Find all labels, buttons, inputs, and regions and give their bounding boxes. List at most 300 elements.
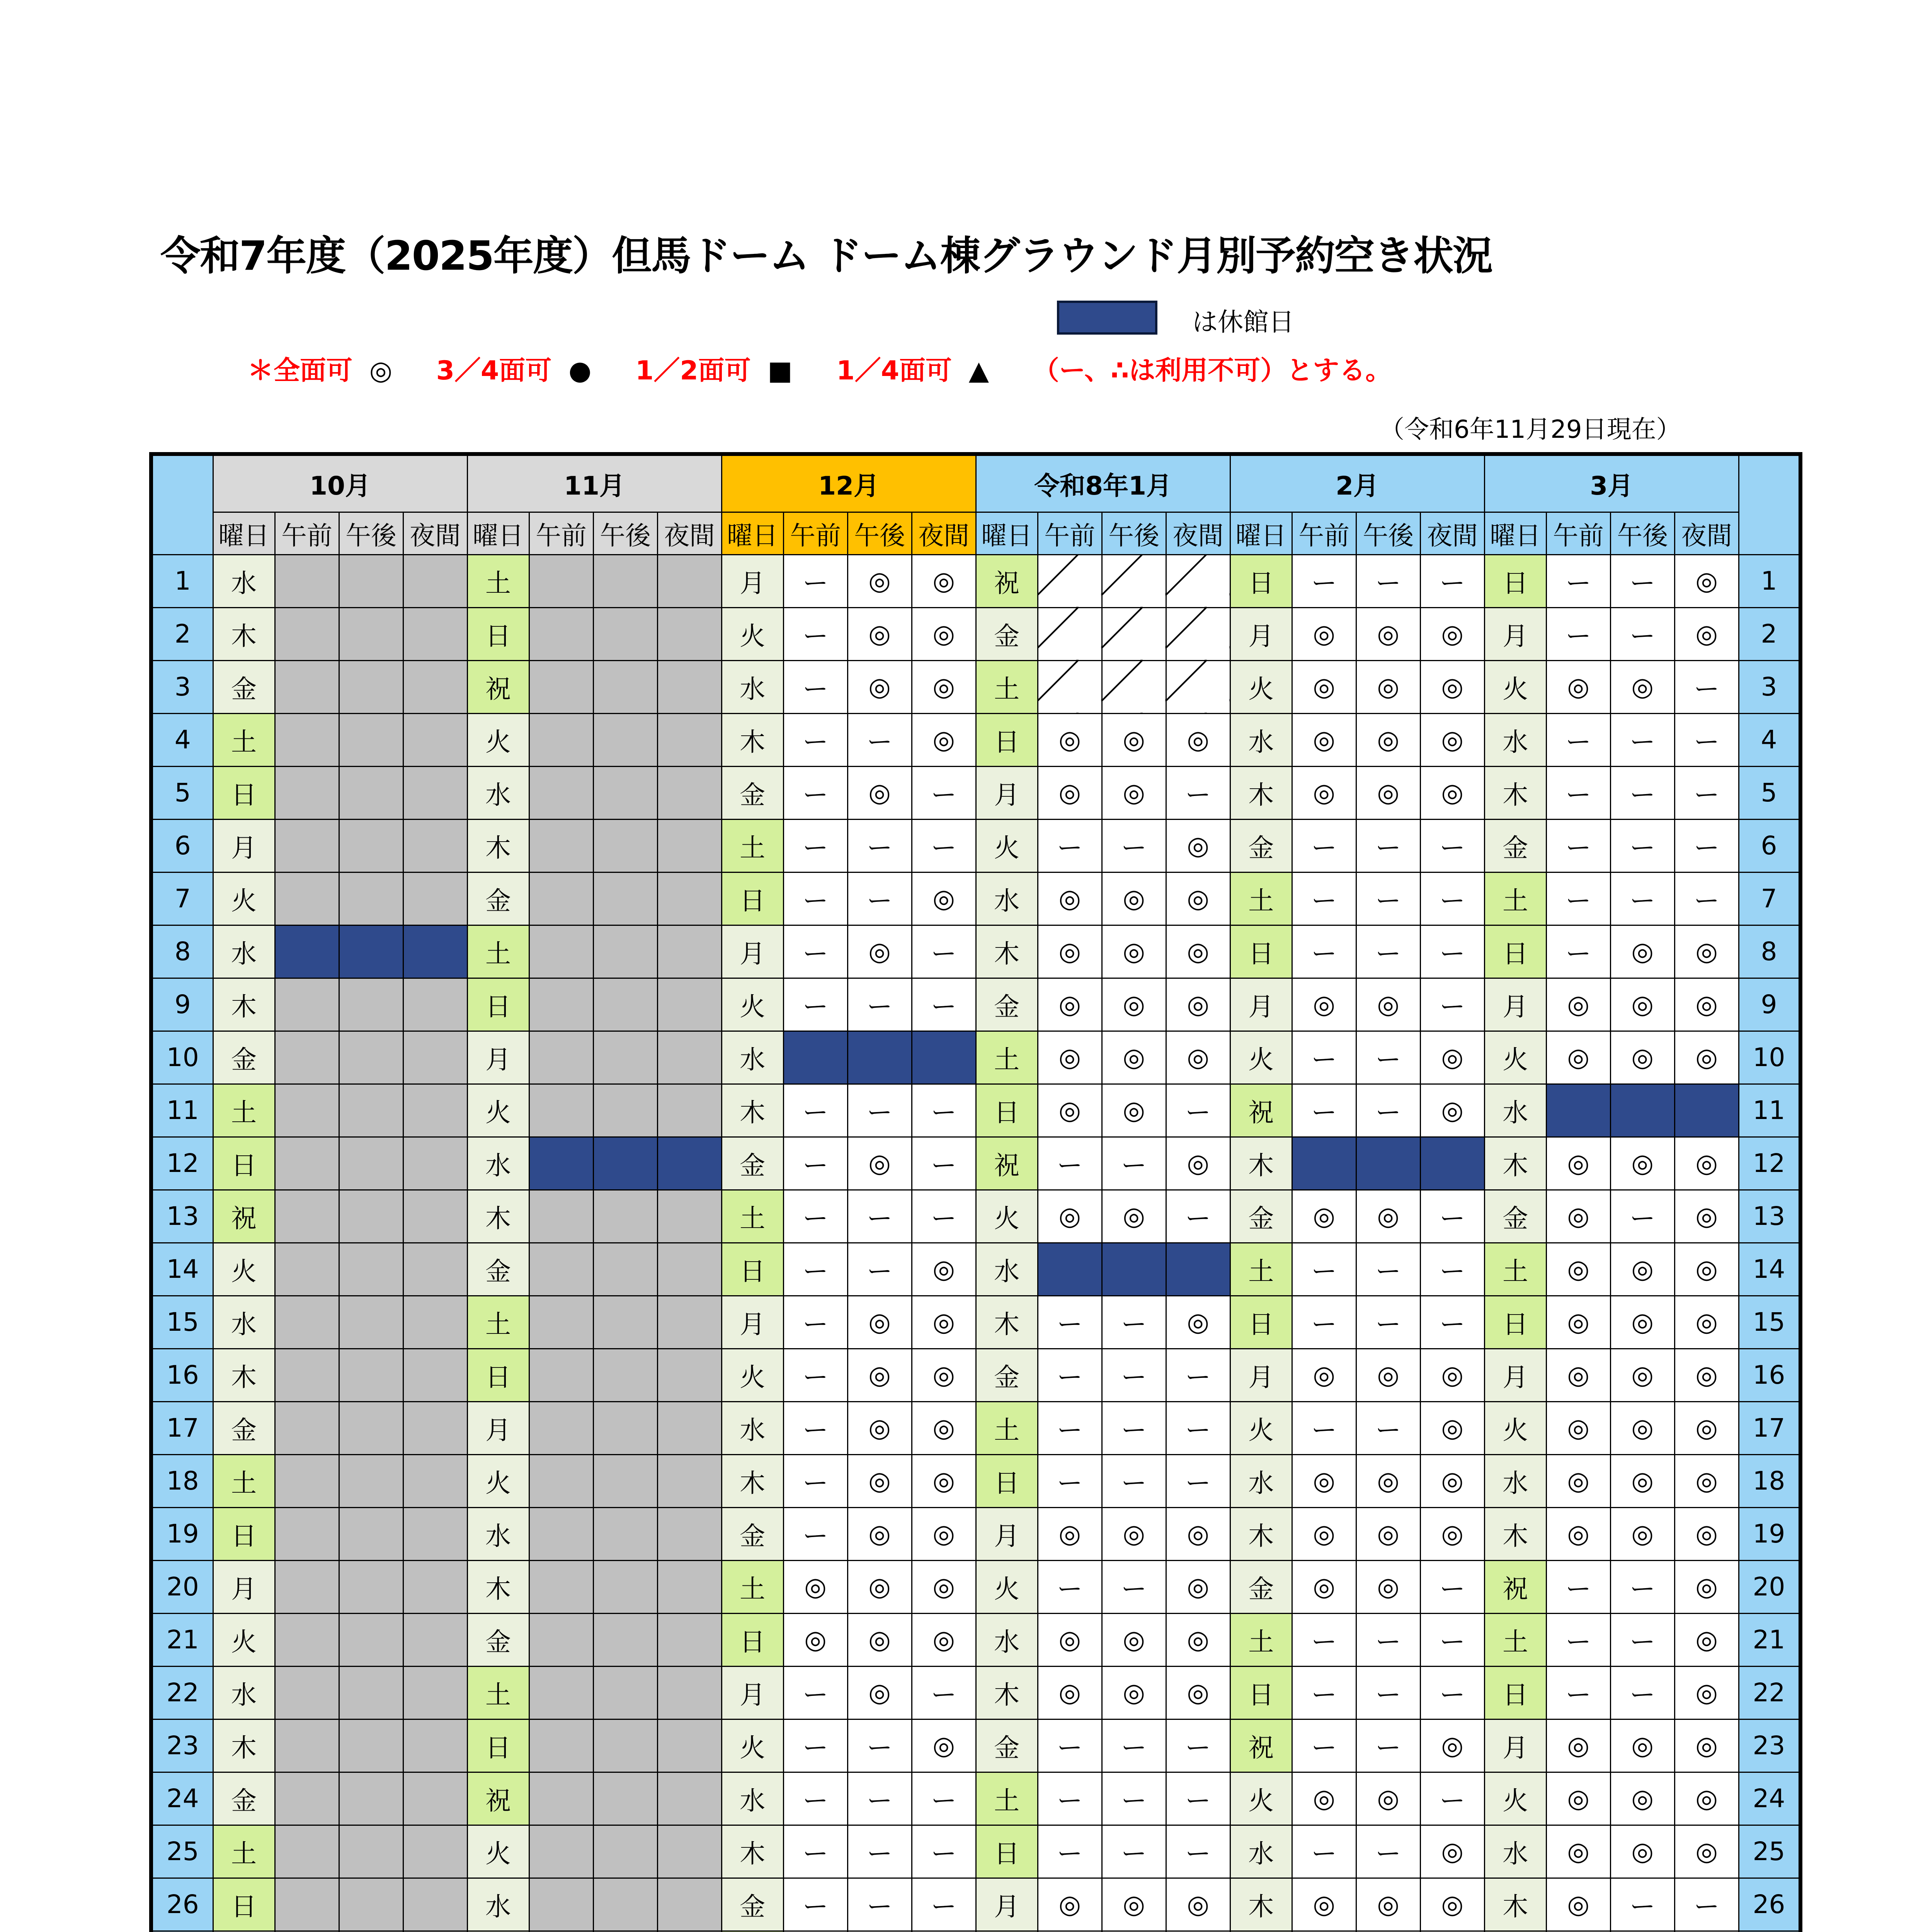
- weekday-cell: 火: [1484, 1031, 1546, 1084]
- slot-morning-past: [529, 1031, 593, 1084]
- slot-afternoon-past: [339, 1190, 403, 1243]
- slot-night[interactable]: ◎: [912, 1507, 976, 1560]
- slot-afternoon[interactable]: ◎: [1356, 766, 1420, 819]
- slot-afternoon[interactable]: ◎: [1102, 766, 1166, 819]
- slot-morning[interactable]: ◎: [1546, 1878, 1610, 1931]
- slot-night-past: [657, 819, 721, 872]
- slot-morning-past: [529, 1190, 593, 1243]
- slot-afternoon[interactable]: ◎: [1102, 713, 1166, 766]
- weekday-cell: 土: [1484, 1613, 1546, 1666]
- slot-night[interactable]: ◎: [912, 1454, 976, 1507]
- slot-night[interactable]: ◎: [1420, 1507, 1484, 1560]
- slot-night[interactable]: ◎: [912, 1243, 976, 1296]
- slot-afternoon[interactable]: ◎: [1356, 713, 1420, 766]
- weekday-cell: 水: [1230, 1825, 1292, 1878]
- slot-afternoon[interactable]: ◎: [1102, 1878, 1166, 1931]
- weekday-cell: 火: [213, 1613, 275, 1666]
- weekday-cell: 月: [721, 554, 783, 607]
- day-number-left: 17: [151, 1401, 213, 1454]
- weekday-cell: 月: [1230, 1349, 1292, 1401]
- weekday-cell: 水: [467, 766, 529, 819]
- slot-morning: ー: [1546, 925, 1610, 978]
- slot-afternoon[interactable]: ◎: [847, 1454, 912, 1507]
- slot-header: 曜日: [1230, 512, 1292, 554]
- slot-afternoon-past: [339, 872, 403, 925]
- day-number-left: 21: [151, 1613, 213, 1666]
- slot-afternoon-past: [339, 554, 403, 607]
- slot-afternoon[interactable]: ◎: [1102, 1507, 1166, 1560]
- slot-afternoon[interactable]: ◎: [1610, 1401, 1674, 1454]
- slot-morning[interactable]: ◎: [1038, 872, 1102, 925]
- slot-afternoon-past: [593, 1507, 657, 1560]
- day-number-right: 1: [1739, 554, 1800, 607]
- slot-afternoon: ー: [847, 1772, 912, 1825]
- slot-night-past: [403, 1401, 467, 1454]
- slot-afternoon[interactable]: ◎: [1610, 978, 1674, 1031]
- slot-afternoon-past: [339, 713, 403, 766]
- weekday-cell: 月: [467, 1401, 529, 1454]
- slot-afternoon: ー: [1102, 819, 1166, 872]
- slot-morning[interactable]: ◎: [1038, 713, 1102, 766]
- slot-morning: ー: [783, 1719, 847, 1772]
- slot-afternoon[interactable]: ◎: [1356, 1190, 1420, 1243]
- slot-night[interactable]: ◎: [912, 1719, 976, 1772]
- slot-morning: ー: [1292, 1825, 1356, 1878]
- weekday-cell: 月: [976, 766, 1038, 819]
- slot-night-closed: [1166, 1243, 1230, 1296]
- slot-afternoon[interactable]: ◎: [1102, 1084, 1166, 1137]
- slot-night[interactable]: ◎: [1166, 819, 1230, 872]
- weekday-cell: 火: [721, 978, 783, 1031]
- slot-afternoon: ー: [847, 872, 912, 925]
- slot-afternoon[interactable]: ◎: [847, 1507, 912, 1560]
- day-number-right: 2: [1739, 607, 1800, 660]
- slot-morning[interactable]: ◎: [1546, 1190, 1610, 1243]
- slot-morning[interactable]: ◎: [1546, 1454, 1610, 1507]
- slot-night[interactable]: ◎: [1674, 1190, 1739, 1243]
- slot-morning[interactable]: ◎: [1038, 978, 1102, 1031]
- slot-night[interactable]: ◎: [1674, 1719, 1739, 1772]
- slot-afternoon: ー: [847, 978, 912, 1031]
- slot-morning[interactable]: ◎: [1038, 766, 1102, 819]
- slot-afternoon: ー: [1102, 1772, 1166, 1825]
- weekday-cell: 日: [1484, 554, 1546, 607]
- slot-afternoon[interactable]: ◎: [1102, 1666, 1166, 1719]
- day-number-left: 20: [151, 1560, 213, 1613]
- slot-morning[interactable]: ◎: [1292, 1560, 1356, 1613]
- slot-afternoon[interactable]: ◎: [1610, 1719, 1674, 1772]
- slot-afternoon[interactable]: ◎: [1102, 978, 1166, 1031]
- slot-afternoon[interactable]: ◎: [847, 766, 912, 819]
- slot-night[interactable]: ◎: [912, 1560, 976, 1613]
- slot-night[interactable]: ◎: [1166, 1878, 1230, 1931]
- slot-morning[interactable]: ◎: [1292, 1349, 1356, 1401]
- slot-morning[interactable]: ◎: [1546, 1507, 1610, 1560]
- weekday-cell: 火: [467, 713, 529, 766]
- day-number-left: 26: [151, 1878, 213, 1931]
- day-number-right: 9: [1739, 978, 1800, 1031]
- slot-morning[interactable]: ◎: [1292, 660, 1356, 713]
- slot-night[interactable]: ◎: [912, 1296, 976, 1349]
- slot-morning-past: [275, 766, 339, 819]
- slot-afternoon-past: [593, 819, 657, 872]
- slot-morning[interactable]: ◎: [1546, 1137, 1610, 1190]
- weekday-cell: 月: [721, 1296, 783, 1349]
- slot-night[interactable]: ◎: [1674, 554, 1739, 607]
- slot-night: ー: [1166, 1825, 1230, 1878]
- slot-morning-past: [529, 766, 593, 819]
- day-number-right: 19: [1739, 1507, 1800, 1560]
- slot-afternoon-closed: [339, 925, 403, 978]
- slot-night[interactable]: ◎: [1674, 1825, 1739, 1878]
- slot-morning[interactable]: ◎: [1038, 1031, 1102, 1084]
- slot-night[interactable]: ◎: [1674, 1243, 1739, 1296]
- slot-night[interactable]: ◎: [1674, 1296, 1739, 1349]
- slot-morning[interactable]: ◎: [1292, 1190, 1356, 1243]
- slot-morning[interactable]: ◎: [1546, 1772, 1610, 1825]
- slot-afternoon[interactable]: ◎: [1610, 1243, 1674, 1296]
- slot-afternoon[interactable]: ◎: [1610, 925, 1674, 978]
- slot-afternoon: ー: [1102, 1825, 1166, 1878]
- slot-header: 午後: [593, 512, 657, 554]
- slot-afternoon[interactable]: ◎: [1610, 1507, 1674, 1560]
- slot-afternoon[interactable]: ◎: [847, 1137, 912, 1190]
- slot-night[interactable]: ◎: [912, 554, 976, 607]
- slot-afternoon-past: [339, 1666, 403, 1719]
- slot-header: 夜間: [403, 512, 467, 554]
- slot-afternoon: ー: [847, 1825, 912, 1878]
- slot-night[interactable]: ◎: [1674, 1137, 1739, 1190]
- slot-night-past: [403, 1878, 467, 1931]
- slot-night[interactable]: ◎: [912, 713, 976, 766]
- slot-afternoon-past: [593, 1878, 657, 1931]
- slot-afternoon[interactable]: ◎: [1610, 1825, 1674, 1878]
- slot-morning[interactable]: ◎: [1292, 766, 1356, 819]
- slot-night[interactable]: ◎: [1420, 1825, 1484, 1878]
- slot-night[interactable]: ◎: [1420, 1349, 1484, 1401]
- slot-night[interactable]: ◎: [1166, 925, 1230, 978]
- weekday-cell: 祝: [976, 554, 1038, 607]
- month-header: 2月: [1230, 454, 1484, 512]
- month-header: 10月: [213, 454, 467, 512]
- slot-night[interactable]: ◎: [1420, 1401, 1484, 1454]
- slot-morning[interactable]: ◎: [1292, 1772, 1356, 1825]
- slot-afternoon[interactable]: ◎: [1610, 1772, 1674, 1825]
- slot-night[interactable]: ◎: [1166, 713, 1230, 766]
- slot-night[interactable]: ◎: [1674, 1507, 1739, 1560]
- slot-afternoon[interactable]: ◎: [1102, 925, 1166, 978]
- slot-morning[interactable]: ◎: [1546, 1719, 1610, 1772]
- slot-afternoon[interactable]: ◎: [847, 1560, 912, 1613]
- slot-morning[interactable]: ◎: [1292, 1507, 1356, 1560]
- slot-morning[interactable]: ◎: [1038, 1613, 1102, 1666]
- slot-morning[interactable]: ◎: [1546, 978, 1610, 1031]
- slot-afternoon[interactable]: ◎: [847, 1401, 912, 1454]
- slot-night[interactable]: ◎: [912, 607, 976, 660]
- slot-afternoon[interactable]: ◎: [1356, 1878, 1420, 1931]
- slot-night[interactable]: ◎: [1674, 1401, 1739, 1454]
- slot-afternoon-past: [593, 713, 657, 766]
- slot-night: ー: [1166, 1454, 1230, 1507]
- slot-morning-past: [275, 607, 339, 660]
- slot-afternoon[interactable]: ◎: [1102, 872, 1166, 925]
- slot-night[interactable]: ◎: [912, 1613, 976, 1666]
- slot-night[interactable]: ◎: [1420, 607, 1484, 660]
- slot-afternoon-past: [593, 1190, 657, 1243]
- slot-afternoon: ー: [1356, 554, 1420, 607]
- slot-night[interactable]: ◎: [1674, 607, 1739, 660]
- slot-morning[interactable]: ◎: [1038, 1507, 1102, 1560]
- day-row: [151, 1190, 1800, 1243]
- weekday-cell: 土: [721, 819, 783, 872]
- corner-cell-left: [151, 454, 213, 554]
- slot-afternoon[interactable]: ◎: [1356, 1454, 1420, 1507]
- slot-night-past: [403, 1349, 467, 1401]
- slot-night[interactable]: ◎: [1420, 766, 1484, 819]
- slot-morning[interactable]: ◎: [1038, 1666, 1102, 1719]
- slot-afternoon[interactable]: ◎: [847, 554, 912, 607]
- weekday-cell: 日: [721, 872, 783, 925]
- slot-night[interactable]: ◎: [1166, 1666, 1230, 1719]
- weekday-cell: 日: [1484, 925, 1546, 978]
- slot-morning[interactable]: ◎: [1292, 607, 1356, 660]
- slot-afternoon[interactable]: ◎: [847, 1613, 912, 1666]
- slot-morning-past: [275, 1031, 339, 1084]
- weekday-cell: 水: [721, 660, 783, 713]
- weekday-cell: 火: [1484, 1401, 1546, 1454]
- slot-night-past: [657, 1772, 721, 1825]
- slot-morning[interactable]: ◎: [1546, 1349, 1610, 1401]
- slot-morning[interactable]: ◎: [1546, 1296, 1610, 1349]
- slot-afternoon[interactable]: ◎: [1356, 1772, 1420, 1825]
- slot-night: ー: [1166, 1084, 1230, 1137]
- weekday-cell: 日: [213, 766, 275, 819]
- slot-night[interactable]: ◎: [1420, 1031, 1484, 1084]
- weekday-cell: 月: [1484, 978, 1546, 1031]
- slot-morning-past: [529, 554, 593, 607]
- slot-night: ー: [1420, 554, 1484, 607]
- weekday-cell: 金: [213, 1401, 275, 1454]
- slot-afternoon[interactable]: ◎: [847, 1349, 912, 1401]
- slot-night[interactable]: ◎: [1420, 1878, 1484, 1931]
- slot-afternoon: ー: [1356, 819, 1420, 872]
- slot-morning-past: [529, 925, 593, 978]
- weekday-cell: 金: [1230, 1560, 1292, 1613]
- slot-morning[interactable]: ◎: [783, 1613, 847, 1666]
- weekday-cell: 土: [1230, 872, 1292, 925]
- slot-night[interactable]: ◎: [1420, 1084, 1484, 1137]
- slot-night[interactable]: ◎: [912, 1349, 976, 1401]
- as-of-date: （令和6年11月29日現在）: [1380, 415, 1681, 444]
- slot-night: ー: [1674, 713, 1739, 766]
- slot-night[interactable]: ◎: [912, 872, 976, 925]
- slot-morning-past: [529, 1878, 593, 1931]
- slot-morning[interactable]: ◎: [1038, 925, 1102, 978]
- slot-afternoon-past: [593, 607, 657, 660]
- slot-night[interactable]: ◎: [1166, 1560, 1230, 1613]
- day-row: [151, 1878, 1800, 1931]
- slot-header: 午前: [783, 512, 847, 554]
- slot-night-past: [403, 766, 467, 819]
- slot-afternoon[interactable]: ◎: [1356, 1349, 1420, 1401]
- slot-afternoon[interactable]: ◎: [1610, 1454, 1674, 1507]
- weekday-cell: 木: [213, 1349, 275, 1401]
- slot-night[interactable]: ◎: [1674, 1772, 1739, 1825]
- slot-morning[interactable]: ◎: [1292, 713, 1356, 766]
- slot-afternoon[interactable]: ◎: [1356, 978, 1420, 1031]
- slot-night: ー: [1166, 1190, 1230, 1243]
- slot-afternoon[interactable]: ◎: [1102, 1190, 1166, 1243]
- slot-afternoon: ー: [1610, 1190, 1674, 1243]
- slot-morning-past: [275, 1190, 339, 1243]
- slot-morning-past: [529, 1243, 593, 1296]
- weekday-cell: 金: [467, 872, 529, 925]
- slot-morning-past: [275, 1349, 339, 1401]
- slot-morning[interactable]: ◎: [1292, 978, 1356, 1031]
- day-number-left: 23: [151, 1719, 213, 1772]
- slot-header: 午後: [1356, 512, 1420, 554]
- slot-afternoon[interactable]: ◎: [1356, 1507, 1420, 1560]
- slot-afternoon-closed: [1610, 1084, 1674, 1137]
- slot-afternoon-past: [593, 1772, 657, 1825]
- slot-night[interactable]: ◎: [912, 660, 976, 713]
- slot-afternoon[interactable]: ◎: [847, 607, 912, 660]
- day-number-left: 16: [151, 1349, 213, 1401]
- slot-night-past: [657, 660, 721, 713]
- weekday-cell: 水: [467, 1878, 529, 1931]
- slot-afternoon[interactable]: ◎: [1356, 607, 1420, 660]
- slot-morning[interactable]: ◎: [1546, 1243, 1610, 1296]
- slot-afternoon: ー: [1610, 554, 1674, 607]
- slot-night-past: [403, 554, 467, 607]
- slot-night[interactable]: ◎: [1674, 1031, 1739, 1084]
- slot-night[interactable]: ◎: [1674, 1666, 1739, 1719]
- slot-night[interactable]: ◎: [1166, 1137, 1230, 1190]
- weekday-cell: 金: [1484, 819, 1546, 872]
- slot-night[interactable]: ◎: [1420, 1719, 1484, 1772]
- slot-afternoon[interactable]: ◎: [1102, 1613, 1166, 1666]
- slot-night[interactable]: ◎: [1166, 978, 1230, 1031]
- slot-morning: ー: [783, 978, 847, 1031]
- slot-afternoon[interactable]: ◎: [1610, 1296, 1674, 1349]
- day-number-left: 24: [151, 1772, 213, 1825]
- slot-morning[interactable]: ◎: [1038, 1084, 1102, 1137]
- legend-unavailable-note: （ー、∴は利用不可）とする。: [1033, 355, 1392, 386]
- slot-morning[interactable]: ◎: [1038, 1190, 1102, 1243]
- slot-night: ー: [1420, 925, 1484, 978]
- slot-afternoon[interactable]: ◎: [847, 1666, 912, 1719]
- slot-night[interactable]: ◎: [1420, 1454, 1484, 1507]
- weekday-cell: 土: [467, 554, 529, 607]
- slot-afternoon[interactable]: ◎: [1610, 660, 1674, 713]
- weekday-cell: 土: [213, 1084, 275, 1137]
- slot-morning-closed: [1546, 1084, 1610, 1137]
- slot-afternoon-past: [339, 1772, 403, 1825]
- slot-afternoon[interactable]: ◎: [1610, 1137, 1674, 1190]
- slot-afternoon: ー: [1610, 1613, 1674, 1666]
- slot-night[interactable]: ◎: [1166, 1296, 1230, 1349]
- slot-morning[interactable]: ◎: [783, 1560, 847, 1613]
- weekday-cell: 水: [213, 1666, 275, 1719]
- slot-afternoon-past: [593, 1560, 657, 1613]
- slot-afternoon: ー: [1356, 1825, 1420, 1878]
- slot-night[interactable]: ◎: [912, 1401, 976, 1454]
- slot-morning[interactable]: ◎: [1038, 1878, 1102, 1931]
- slot-night[interactable]: ◎: [1166, 1031, 1230, 1084]
- weekday-cell: 金: [721, 1137, 783, 1190]
- slot-night[interactable]: ◎: [1420, 713, 1484, 766]
- slot-morning: ー: [1546, 607, 1610, 660]
- weekday-cell: 火: [1230, 1772, 1292, 1825]
- weekday-cell: 木: [1230, 766, 1292, 819]
- slot-night-past: [657, 713, 721, 766]
- slot-morning-closed: [275, 925, 339, 978]
- slot-afternoon[interactable]: ◎: [1356, 1560, 1420, 1613]
- slot-afternoon-past: [593, 1825, 657, 1878]
- day-row: [151, 713, 1800, 766]
- slot-night[interactable]: ◎: [1674, 925, 1739, 978]
- slot-night[interactable]: ◎: [1674, 978, 1739, 1031]
- slot-morning[interactable]: ◎: [1292, 1454, 1356, 1507]
- slot-morning-past: [275, 1613, 339, 1666]
- slot-night[interactable]: ◎: [1166, 1613, 1230, 1666]
- slot-night[interactable]: ◎: [1674, 1454, 1739, 1507]
- slot-night[interactable]: ◎: [1674, 1560, 1739, 1613]
- weekday-cell: 日: [721, 1613, 783, 1666]
- slot-afternoon-past: [593, 1296, 657, 1349]
- slot-night-past: [403, 1825, 467, 1878]
- slot-afternoon[interactable]: ◎: [847, 660, 912, 713]
- slot-night-past: [403, 872, 467, 925]
- slot-afternoon[interactable]: ◎: [847, 925, 912, 978]
- day-row: [151, 1243, 1800, 1296]
- weekday-cell: 土: [721, 1190, 783, 1243]
- slot-morning-hatched: [1038, 607, 1102, 660]
- weekday-cell: 火: [976, 819, 1038, 872]
- slot-morning[interactable]: ◎: [1546, 660, 1610, 713]
- slot-afternoon[interactable]: ◎: [1356, 660, 1420, 713]
- slot-header: 夜間: [1674, 512, 1739, 554]
- slot-morning[interactable]: ◎: [1546, 1825, 1610, 1878]
- weekday-cell: 土: [976, 660, 1038, 713]
- slot-morning-past: [275, 1401, 339, 1454]
- slot-afternoon: ー: [1610, 1878, 1674, 1931]
- slot-afternoon[interactable]: ◎: [847, 1296, 912, 1349]
- slot-night[interactable]: ◎: [1166, 1507, 1230, 1560]
- slot-afternoon[interactable]: ◎: [1610, 1349, 1674, 1401]
- weekday-cell: 火: [1230, 660, 1292, 713]
- day-row: [151, 1031, 1800, 1084]
- slot-night-closed: [1674, 1084, 1739, 1137]
- weekday-cell: 月: [1484, 1349, 1546, 1401]
- closed-day-legend: は休館日: [1192, 307, 1294, 337]
- slot-night[interactable]: ◎: [1674, 1613, 1739, 1666]
- slot-night[interactable]: ◎: [1674, 1349, 1739, 1401]
- slot-morning[interactable]: ◎: [1546, 1031, 1610, 1084]
- weekday-cell: 水: [213, 1296, 275, 1349]
- slot-afternoon[interactable]: ◎: [1102, 1031, 1166, 1084]
- slot-night-hatched: [1166, 554, 1230, 607]
- weekday-cell: 日: [213, 1507, 275, 1560]
- slot-morning[interactable]: ◎: [1546, 1401, 1610, 1454]
- slot-afternoon[interactable]: ◎: [1610, 1031, 1674, 1084]
- slot-morning: ー: [1546, 766, 1610, 819]
- slot-night[interactable]: ◎: [1166, 872, 1230, 925]
- slot-night[interactable]: ◎: [1420, 660, 1484, 713]
- slot-morning-past: [529, 1084, 593, 1137]
- slot-morning[interactable]: ◎: [1292, 1878, 1356, 1931]
- slot-morning-past: [275, 713, 339, 766]
